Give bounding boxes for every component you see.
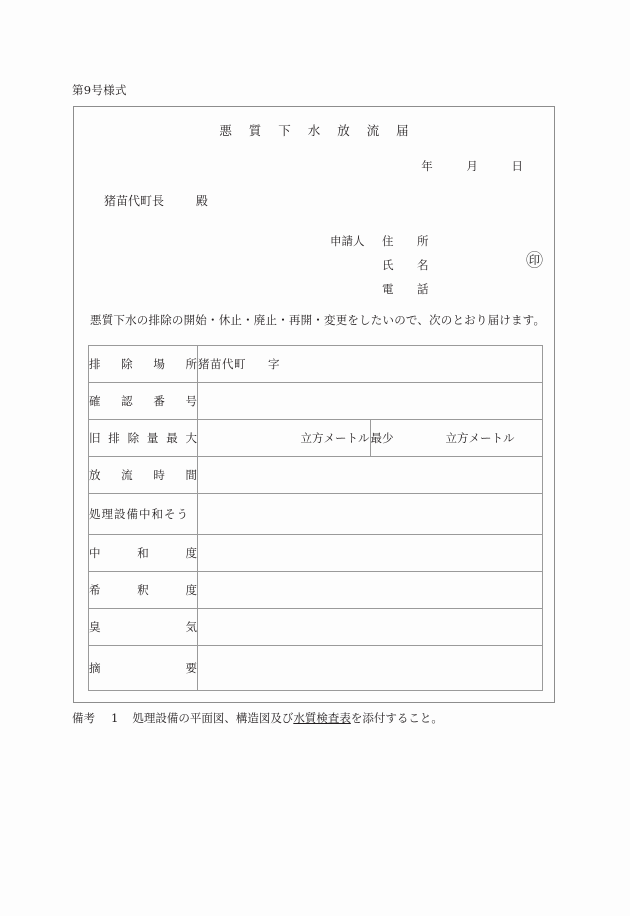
min-volume-label: 最少 (370, 431, 394, 445)
table-row (89, 609, 543, 646)
note-text-before: 処理設備の平面図、構造図及び (132, 711, 294, 725)
table-row (89, 572, 543, 609)
label-text: 希釈度 (89, 582, 197, 597)
applicant-tag: 申請人 (330, 234, 365, 248)
date-year-label: 年 (421, 159, 433, 173)
row-value-neutralization-degree[interactable] (198, 535, 543, 572)
row-value-dilution-degree[interactable] (198, 572, 543, 609)
label-text: 旧排除量最大 (89, 430, 197, 445)
date-line (73, 158, 555, 174)
row-value-discharge-time[interactable] (198, 457, 543, 494)
row-label-neutralization-degree (89, 535, 198, 572)
row-value-confirmation-number[interactable] (198, 383, 543, 420)
row-label-discharge-time (89, 457, 198, 494)
addressee-name: 猪苗代町長 (104, 194, 165, 208)
label-text: 排除場所 (89, 356, 197, 371)
table-row (89, 646, 543, 691)
table-row (89, 457, 543, 494)
row-label-odor (89, 609, 198, 646)
label-text: 放流時間 (89, 467, 197, 482)
date-month-label: 月 (466, 159, 478, 173)
row-value-odor[interactable] (198, 609, 543, 646)
applicant-name-label: 氏 名 (382, 258, 435, 272)
document-title: 悪 質 下 水 放 流 届 (219, 123, 416, 138)
max-volume-unit: 立方メートル (300, 431, 370, 445)
location-town: 猪苗代町 (198, 357, 246, 371)
addressee-honorific: 殿 (195, 194, 208, 208)
applicant-phone-row (330, 277, 435, 301)
location-aza: 字 (268, 357, 280, 371)
row-label-dilution-degree (89, 572, 198, 609)
applicant-block (330, 229, 543, 301)
row-label-discharge-location (89, 346, 198, 383)
label-text: 臭気 (89, 619, 197, 634)
row-label-treatment-facility (89, 494, 198, 535)
table-row (89, 535, 543, 572)
form-table (88, 345, 543, 691)
addressee (104, 192, 208, 209)
row-value-summary[interactable] (198, 646, 543, 691)
row-label-old-discharge-volume (89, 420, 198, 457)
table-row (89, 346, 543, 383)
note-tag: 備考 (72, 711, 95, 725)
footer-note (72, 710, 443, 726)
row-value-discharge-location[interactable] (198, 346, 543, 383)
note-text-underlined: 水質検査表 (293, 711, 351, 725)
date-day-label: 日 (511, 159, 523, 173)
label-text: 処理設備中和そう (89, 506, 189, 521)
table-row (89, 420, 543, 457)
row-value-treatment-facility[interactable] (198, 494, 543, 535)
label-text: 中和度 (89, 545, 197, 560)
label-text: 確認番号 (89, 393, 197, 408)
seal-stamp-icon: ㊞ (526, 251, 543, 271)
row-value-min-volume[interactable] (370, 420, 543, 457)
applicant-name-row (330, 251, 543, 277)
note-number: 1 (111, 711, 119, 725)
table-row (89, 494, 543, 535)
row-label-summary (89, 646, 198, 691)
table-row (89, 383, 543, 420)
applicant-phone-label: 電 話 (382, 282, 435, 296)
intro-sentence: 悪質下水の排除の開始・休止・廃止・再開・変更をしたいので、次のとおり届けます。 (90, 313, 546, 327)
applicant-address-row (330, 229, 435, 253)
note-text-after: を添付すること。 (350, 711, 443, 725)
min-volume-unit: 立方メートル (445, 431, 515, 445)
row-label-confirmation-number (89, 383, 198, 420)
applicant-address-label: 住 所 (382, 234, 435, 248)
row-value-max-volume[interactable] (198, 420, 371, 457)
label-text: 摘要 (89, 660, 197, 675)
form-number: 第9号様式 (72, 83, 127, 97)
